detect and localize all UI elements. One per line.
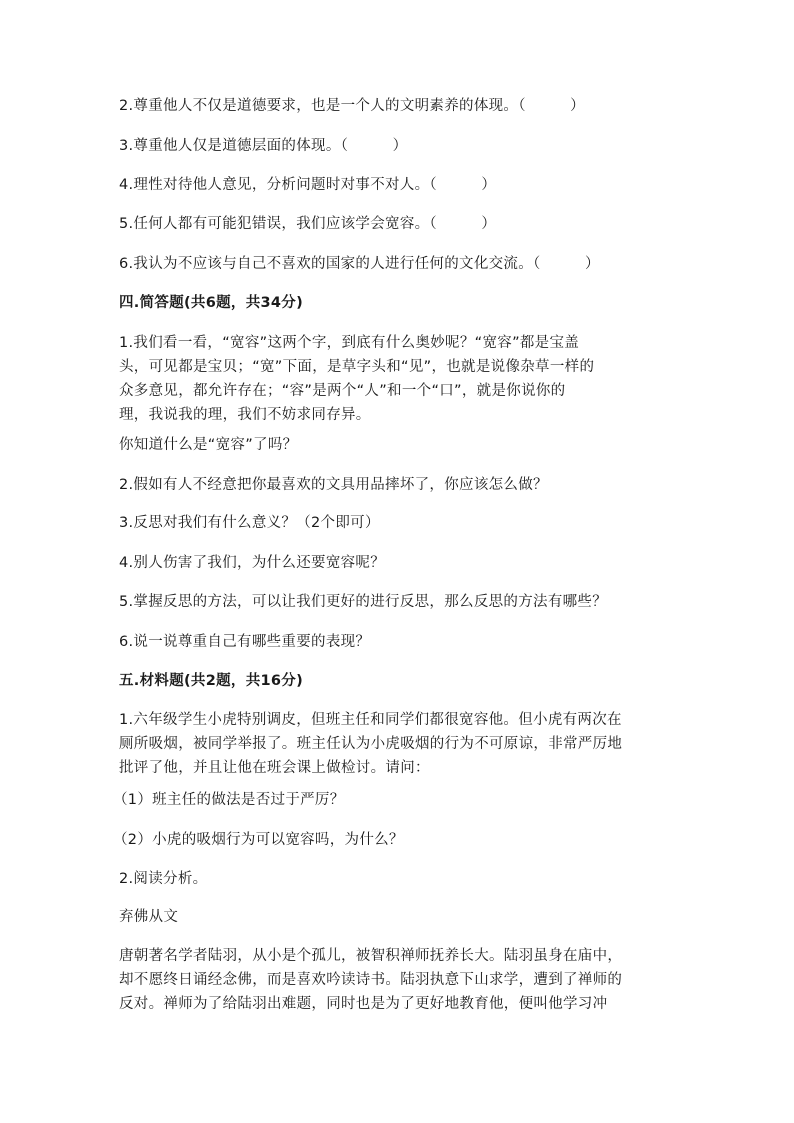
s5-q2-passage-line-3: 反对。禅师为了给陆羽出难题，同时也是为了更好地教育他，便叫他学习冲: [119, 996, 608, 1012]
s4-question-4: 4.别人伤害了我们，为什么还要宽容呢？: [119, 555, 386, 571]
s5-q1-line-2: 厕所吸烟，被同学举报了。班主任认为小虎吸烟的行为不可原谅，非常严厉地: [119, 736, 623, 752]
s4-question-6: 6.说一说尊重自己有哪些重要的表现？: [119, 634, 371, 650]
s4-question-5: 5.掌握反思的方法，可以让我们更好的进行反思，那么反思的方法有哪些？: [119, 594, 608, 610]
s4-q1-line-4: 理，我说我的理，我们不妨求同存异。: [119, 407, 371, 423]
s4-question-2: 2.假如有人不经意把你最喜欢的文具用品摔坏了，你应该怎么做？: [119, 477, 548, 493]
judgement-item-5: 5.任何人都有可能犯错误，我们应该学会宽容。（ ）: [119, 216, 497, 232]
s4-question-3: 3.反思对我们有什么意义？（2个即可）: [119, 515, 380, 531]
s4-q1-question: 你知道什么是“宽容”了吗？: [119, 437, 298, 453]
s5-q1-sub-2: （2）小虎的吸烟行为可以宽容吗，为什么？: [113, 832, 404, 848]
s5-q1-sub-1: （1）班主任的做法是否过于严厉？: [113, 792, 345, 808]
s4-q1-line-3: 众多意见，都允许存在；“容”是两个“人”和一个“口”，就是你说你的: [119, 383, 566, 399]
s5-q2-label: 2.阅读分析。: [119, 871, 208, 887]
s5-q1-line-1: 1.六年级学生小虎特别调皮，但班主任和同学们都很宽容他。但小虎有两次在: [119, 712, 622, 728]
judgement-item-3: 3.尊重他人仅是道德层面的体现。（ ）: [119, 138, 408, 154]
judgement-item-6: 6.我认为不应该与自己不喜欢的国家的人进行任何的文化交流。（ ）: [119, 256, 600, 272]
s5-q2-passage-line-2: 却不愿终日诵经念佛，而是喜欢吟读诗书。陆羽执意下山求学，遭到了禅师的: [119, 972, 623, 988]
judgement-item-4: 4.理性对待他人意见，分析问题时对事不对人。（ ）: [119, 177, 497, 193]
s4-q1-line-2: 头，可见都是宝贝；“宽”下面，是草字头和“见”，也就是说像杂草一样的: [119, 359, 595, 375]
s5-q2-passage-line-1: 唐朝著名学者陆羽，从小是个孤儿，被智积禅师抚养长大。陆羽虽身在庙中，: [119, 948, 623, 964]
s5-q1-line-3: 批评了他，并且让他在班会课上做检讨。请问：: [119, 760, 430, 776]
section-4-heading: 四.简答题(共6题，共34分): [119, 295, 304, 311]
section-5-heading: 五.材料题(共2题，共16分): [119, 673, 304, 689]
s5-q2-passage-title: 弃佛从文: [119, 909, 179, 925]
s4-q1-line-1: 1.我们看一看，“宽容”这两个字，到底有什么奥妙呢？“宽容”都是宝盖: [119, 335, 580, 351]
judgement-item-2: 2.尊重他人不仅是道德要求，也是一个人的文明素养的体现。（ ）: [119, 98, 585, 114]
